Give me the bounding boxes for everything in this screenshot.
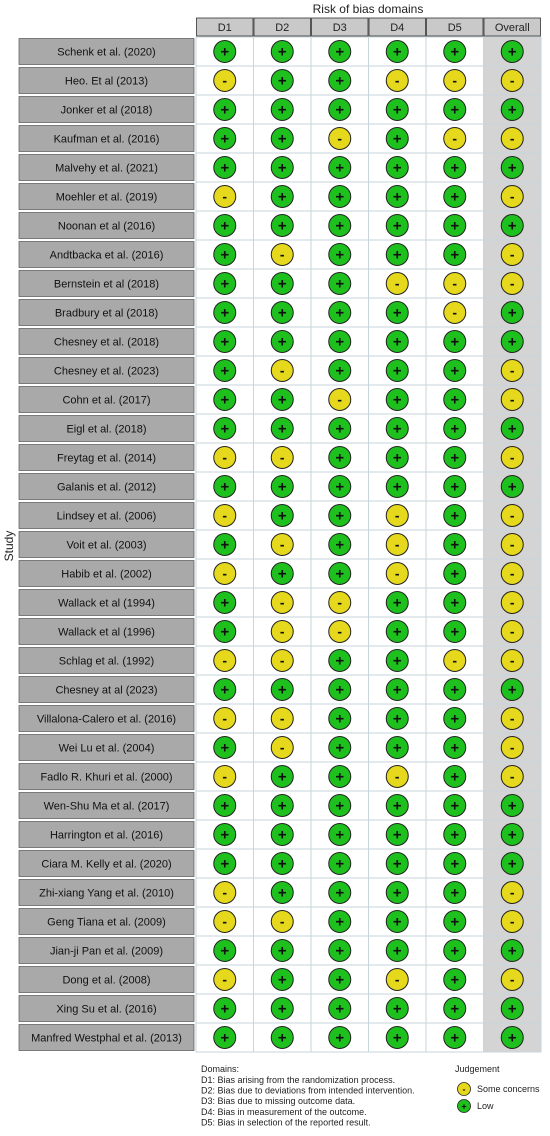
- judgement-symbol: -: [509, 594, 515, 611]
- domain-header-label: D1: [217, 22, 232, 34]
- judgement-symbol: +: [220, 391, 230, 409]
- judgement-symbol: -: [509, 275, 515, 292]
- judgement-symbol: +: [335, 478, 345, 496]
- study-label: Chesney et al. (2023): [53, 365, 160, 378]
- judgement-symbol: +: [450, 391, 460, 409]
- judgement-symbol: +: [220, 362, 230, 380]
- judgement-symbol: -: [222, 72, 228, 89]
- study-label: Manfred Westphal et al. (2013): [31, 1032, 182, 1045]
- judgement-symbol: +: [450, 797, 460, 815]
- judgement-symbol: -: [394, 507, 400, 524]
- judgement-symbol: -: [394, 971, 400, 988]
- study-label: Chesney et al. (2018): [53, 336, 160, 349]
- judgement-symbol: -: [509, 768, 515, 785]
- judgement-symbol: +: [335, 362, 345, 380]
- judgement-symbol: +: [392, 101, 402, 119]
- judgement-symbol: +: [277, 391, 287, 409]
- judgement-symbol: +: [220, 43, 230, 61]
- judgement-symbol: +: [450, 913, 460, 931]
- judgement-symbol: +: [277, 826, 287, 844]
- legend-title: Judgement: [455, 1064, 500, 1074]
- judgement-symbol: +: [277, 971, 287, 989]
- legend-symbol: +: [461, 1101, 467, 1112]
- study-label: Villalona-Calero et al. (2016): [36, 713, 177, 726]
- judgement-symbol: +: [220, 623, 230, 641]
- judgement-symbol: -: [394, 72, 400, 89]
- study-label: Voit et al. (2003): [66, 539, 147, 552]
- domain-header-label: Overall: [494, 22, 530, 34]
- domain-header-row: [197, 18, 541, 36]
- judgement-symbol: -: [222, 884, 228, 901]
- judgement-symbol: +: [335, 420, 345, 438]
- judgement-symbol: -: [394, 565, 400, 582]
- judgement-symbol: -: [222, 971, 228, 988]
- judgement-symbol: +: [392, 942, 402, 960]
- domains-title: Domains:: [201, 1064, 240, 1074]
- judgement-symbol: +: [335, 826, 345, 844]
- judgement-symbol: +: [335, 652, 345, 670]
- judgement-symbol: +: [450, 855, 460, 873]
- domain-descriptions: [201, 1075, 415, 1127]
- judgement-symbol: -: [452, 652, 458, 669]
- judgement-symbol: -: [452, 304, 458, 321]
- judgement-symbol: +: [450, 942, 460, 960]
- judgement-symbol: +: [507, 1029, 517, 1047]
- judgement-symbol: +: [335, 217, 345, 235]
- judgement-symbol: +: [450, 333, 460, 351]
- judgement-symbol: +: [507, 159, 517, 177]
- judgement-symbol: +: [277, 72, 287, 90]
- judgement-symbol: +: [335, 797, 345, 815]
- judgement-symbol: +: [335, 304, 345, 322]
- judgement-symbol: +: [450, 478, 460, 496]
- chart-footer: [201, 1064, 540, 1127]
- judgement-symbol: -: [509, 72, 515, 89]
- judgement-symbol: +: [507, 1000, 517, 1018]
- study-label: Malvehy et al. (2021): [55, 162, 158, 175]
- judgement-symbol: +: [220, 130, 230, 148]
- judgement-symbol: -: [509, 623, 515, 640]
- judgement-symbol: +: [507, 478, 517, 496]
- judgement-symbol: +: [335, 884, 345, 902]
- judgement-symbol: +: [450, 768, 460, 786]
- judgement-symbol: +: [220, 594, 230, 612]
- study-label: Ciara M. Kelly et al. (2020): [41, 858, 172, 871]
- domain-header-label: D4: [390, 22, 405, 34]
- judgement-symbol: -: [222, 652, 228, 669]
- judgement-symbol: +: [392, 623, 402, 641]
- judgement-symbol: +: [450, 971, 460, 989]
- judgement-symbol: +: [450, 420, 460, 438]
- judgement-symbol: +: [450, 449, 460, 467]
- chart-title: Risk of bias domains: [312, 2, 424, 16]
- judgement-symbol: -: [279, 710, 285, 727]
- judgement-symbol: -: [394, 768, 400, 785]
- judgement-symbol: +: [450, 710, 460, 728]
- judgement-symbol: +: [335, 333, 345, 351]
- judgement-symbol: +: [392, 449, 402, 467]
- judgement-symbol: +: [335, 188, 345, 206]
- judgement-symbol: +: [220, 217, 230, 235]
- judgement-symbol: +: [392, 681, 402, 699]
- judgement-symbol: -: [394, 536, 400, 553]
- judgement-symbol: +: [277, 884, 287, 902]
- judgement-symbol: +: [507, 942, 517, 960]
- judgement-symbol: +: [450, 681, 460, 699]
- judgement-symbol: +: [392, 246, 402, 264]
- judgement-symbol: +: [277, 275, 287, 293]
- judgement-symbol: +: [392, 855, 402, 873]
- study-label: Jonker et al (2018): [60, 104, 153, 117]
- judgement-symbol: +: [507, 217, 517, 235]
- judgement-symbol: -: [337, 594, 343, 611]
- study-rows: [19, 37, 541, 1052]
- judgement-symbol: +: [392, 884, 402, 902]
- judgement-symbol: +: [277, 43, 287, 61]
- judgement-symbol: -: [452, 275, 458, 292]
- study-label: Cohn et al. (2017): [62, 394, 151, 407]
- judgement-symbol: +: [335, 449, 345, 467]
- judgement-symbol: -: [279, 652, 285, 669]
- judgement-symbol: +: [450, 246, 460, 264]
- judgement-symbol: +: [507, 304, 517, 322]
- study-label: Wallack et al (1994): [58, 597, 155, 610]
- study-label: Harrington et al. (2016): [49, 829, 164, 842]
- judgement-symbol: +: [335, 72, 345, 90]
- judgement-symbol: +: [335, 246, 345, 264]
- judgement-symbol: -: [222, 565, 228, 582]
- judgement-symbol: -: [279, 913, 285, 930]
- judgement-symbol: +: [220, 246, 230, 264]
- domain-description: D3: Bias due to missing outcome data.: [201, 1096, 356, 1107]
- judgement-symbol: +: [392, 362, 402, 380]
- judgement-symbol: +: [220, 739, 230, 757]
- judgement-symbol: +: [220, 333, 230, 351]
- judgement-symbol: +: [335, 942, 345, 960]
- judgement-symbol: +: [277, 130, 287, 148]
- judgement-symbol: +: [507, 101, 517, 119]
- study-label: Zhi-xiang Yang et al. (2010): [39, 887, 174, 900]
- domain-description: D1: Bias arising from the randomization process.: [201, 1075, 396, 1085]
- judgement-symbol: +: [277, 333, 287, 351]
- judgement-symbol: +: [392, 797, 402, 815]
- legend: [458, 1083, 541, 1113]
- study-label: Galanis et al. (2012): [56, 481, 157, 494]
- judgement-symbol: +: [507, 826, 517, 844]
- judgement-symbol: -: [222, 710, 228, 727]
- judgement-symbol: +: [220, 797, 230, 815]
- judgement-symbol: +: [277, 1000, 287, 1018]
- judgement-symbol: +: [335, 710, 345, 728]
- judgement-symbol: +: [335, 739, 345, 757]
- judgement-symbol: +: [220, 101, 230, 119]
- judgement-symbol: -: [509, 391, 515, 408]
- judgement-symbol: +: [220, 275, 230, 293]
- judgement-symbol: +: [335, 913, 345, 931]
- judgement-symbol: +: [277, 768, 287, 786]
- study-label: Andtbacka et al. (2016): [49, 249, 164, 262]
- study-label: Wallack et al (1996): [58, 626, 155, 639]
- judgement-symbol: +: [335, 855, 345, 873]
- judgement-symbol: +: [220, 536, 230, 554]
- judgement-symbol: -: [279, 594, 285, 611]
- study-label: Wei Lu et al. (2004): [58, 742, 155, 755]
- judgement-symbol: +: [450, 362, 460, 380]
- judgement-symbol: +: [392, 159, 402, 177]
- study-label: Chesney at al (2023): [55, 684, 158, 697]
- judgement-symbol: +: [392, 420, 402, 438]
- study-label: Schenk et al. (2020): [57, 46, 156, 59]
- judgement-symbol: +: [450, 1000, 460, 1018]
- study-label: Bernstein et al (2018): [53, 278, 160, 291]
- judgement-symbol: +: [392, 1029, 402, 1047]
- judgement-symbol: -: [279, 536, 285, 553]
- judgement-symbol: +: [392, 304, 402, 322]
- study-label: Eigl et al. (2018): [66, 423, 147, 436]
- judgement-symbol: -: [509, 884, 515, 901]
- judgement-symbol: +: [277, 101, 287, 119]
- judgement-symbol: -: [279, 623, 285, 640]
- judgement-symbol: +: [392, 739, 402, 757]
- judgement-symbol: +: [277, 942, 287, 960]
- judgement-symbol: -: [509, 362, 515, 379]
- judgement-symbol: -: [279, 739, 285, 756]
- study-label: Bradbury et al (2018): [54, 307, 159, 320]
- judgement-symbol: +: [392, 130, 402, 148]
- judgement-symbol: +: [392, 43, 402, 61]
- judgement-symbol: +: [392, 333, 402, 351]
- judgement-symbol: +: [450, 594, 460, 612]
- judgement-symbol: -: [452, 130, 458, 147]
- judgement-symbol: -: [509, 449, 515, 466]
- judgement-symbol: -: [337, 130, 343, 147]
- judgement-symbol: -: [337, 623, 343, 640]
- judgement-symbol: +: [392, 188, 402, 206]
- judgement-symbol: +: [450, 739, 460, 757]
- judgement-symbol: -: [509, 565, 515, 582]
- judgement-symbol: +: [507, 333, 517, 351]
- study-label: Kaufman et al. (2016): [53, 133, 160, 146]
- judgement-symbol: +: [277, 565, 287, 583]
- judgement-symbol: +: [507, 797, 517, 815]
- judgement-symbol: +: [220, 1000, 230, 1018]
- domain-description: D5: Bias in selection of the reported result.: [201, 1117, 371, 1128]
- study-label: Freytag et al. (2014): [56, 452, 157, 465]
- judgement-symbol: +: [450, 507, 460, 525]
- judgement-symbol: +: [220, 942, 230, 960]
- judgement-symbol: -: [509, 507, 515, 524]
- study-label: Moehler et al. (2019): [55, 191, 158, 204]
- domain-header-label: D5: [447, 22, 462, 34]
- judgement-symbol: +: [277, 304, 287, 322]
- judgement-symbol: -: [509, 246, 515, 263]
- study-label: Habib et al. (2002): [61, 568, 152, 581]
- judgement-symbol: +: [277, 217, 287, 235]
- judgement-symbol: +: [277, 855, 287, 873]
- judgement-symbol: +: [450, 826, 460, 844]
- judgement-symbol: +: [392, 913, 402, 931]
- study-label: Noonan et al (2016): [57, 220, 156, 233]
- judgement-symbol: +: [277, 681, 287, 699]
- judgement-symbol: +: [220, 159, 230, 177]
- judgement-symbol: +: [392, 594, 402, 612]
- judgement-symbol: -: [222, 768, 228, 785]
- judgement-symbol: +: [335, 1029, 345, 1047]
- judgement-symbol: -: [452, 72, 458, 89]
- judgement-symbol: -: [509, 739, 515, 756]
- judgement-symbol: +: [277, 507, 287, 525]
- judgement-symbol: +: [450, 101, 460, 119]
- judgement-symbol: +: [392, 478, 402, 496]
- judgement-symbol: +: [277, 159, 287, 177]
- judgement-symbol: +: [335, 565, 345, 583]
- judgement-symbol: +: [335, 101, 345, 119]
- judgement-symbol: +: [450, 1029, 460, 1047]
- judgement-symbol: +: [507, 43, 517, 61]
- judgement-symbol: +: [392, 826, 402, 844]
- study-label: Heo. Et al (2013): [64, 75, 149, 88]
- judgement-symbol: +: [277, 478, 287, 496]
- judgement-symbol: +: [335, 681, 345, 699]
- judgement-symbol: +: [450, 159, 460, 177]
- judgement-symbol: -: [279, 362, 285, 379]
- y-axis-label: Study: [2, 530, 16, 562]
- judgement-symbol: +: [335, 159, 345, 177]
- domain-description: D4: Bias in measurement of the outcome.: [201, 1106, 367, 1117]
- judgement-symbol: -: [394, 275, 400, 292]
- judgement-symbol: +: [335, 507, 345, 525]
- judgement-symbol: +: [220, 478, 230, 496]
- judgement-symbol: +: [220, 1029, 230, 1047]
- judgement-symbol: +: [450, 623, 460, 641]
- judgement-symbol: +: [450, 188, 460, 206]
- judgement-symbol: +: [335, 971, 345, 989]
- judgement-symbol: +: [450, 536, 460, 554]
- judgement-symbol: +: [392, 391, 402, 409]
- judgement-symbol: +: [220, 420, 230, 438]
- judgement-symbol: -: [222, 188, 228, 205]
- judgement-symbol: -: [509, 710, 515, 727]
- legend-label: Some concerns: [477, 1084, 540, 1094]
- judgement-symbol: +: [220, 681, 230, 699]
- domain-header-label: D3: [332, 22, 347, 34]
- judgement-symbol: +: [335, 536, 345, 554]
- legend-label: Low: [477, 1101, 494, 1111]
- judgement-symbol: +: [450, 884, 460, 902]
- judgement-symbol: -: [509, 130, 515, 147]
- judgement-symbol: -: [509, 188, 515, 205]
- study-label: Schlag et al. (1992): [58, 655, 155, 668]
- judgement-symbol: +: [335, 768, 345, 786]
- domain-description: D2: Bias due to deviations from intended intervention.: [201, 1085, 415, 1096]
- judgement-symbol: -: [222, 449, 228, 466]
- judgement-symbol: +: [220, 304, 230, 322]
- judgement-symbol: +: [392, 652, 402, 670]
- legend-symbol: -: [462, 1084, 466, 1095]
- judgement-symbol: -: [222, 507, 228, 524]
- study-label: Fadlo R. Khuri et al. (2000): [40, 771, 173, 784]
- judgement-symbol: +: [507, 420, 517, 438]
- judgement-symbol: +: [277, 188, 287, 206]
- judgement-symbol: +: [220, 855, 230, 873]
- study-label: Jian-ji Pan et al. (2009): [49, 945, 164, 958]
- judgement-symbol: -: [337, 391, 343, 408]
- study-label: Dong et al. (2008): [62, 974, 151, 987]
- domain-header-label: D2: [275, 22, 290, 34]
- judgement-symbol: -: [279, 246, 285, 263]
- judgement-symbol: +: [277, 1029, 287, 1047]
- judgement-symbol: +: [335, 275, 345, 293]
- judgement-symbol: +: [335, 1000, 345, 1018]
- judgement-symbol: +: [335, 43, 345, 61]
- judgement-symbol: +: [507, 681, 517, 699]
- judgement-symbol: +: [450, 217, 460, 235]
- judgement-symbol: -: [222, 913, 228, 930]
- study-label: Xing Su et al. (2016): [56, 1003, 157, 1016]
- judgement-symbol: +: [392, 1000, 402, 1018]
- judgement-symbol: +: [450, 43, 460, 61]
- judgement-symbol: +: [507, 855, 517, 873]
- judgement-symbol: +: [450, 565, 460, 583]
- judgement-symbol: -: [509, 971, 515, 988]
- judgement-symbol: -: [509, 913, 515, 930]
- judgement-symbol: +: [277, 420, 287, 438]
- study-label: Geng Tiana et al. (2009): [47, 916, 166, 929]
- judgement-symbol: +: [277, 797, 287, 815]
- study-label: Wen-Shu Ma et al. (2017): [43, 800, 170, 813]
- judgement-symbol: -: [509, 652, 515, 669]
- judgement-symbol: +: [220, 826, 230, 844]
- judgement-symbol: +: [392, 217, 402, 235]
- study-label: Lindsey et al. (2006): [56, 510, 157, 523]
- judgement-symbol: +: [392, 710, 402, 728]
- judgement-symbol: -: [509, 536, 515, 553]
- judgement-symbol: -: [279, 449, 285, 466]
